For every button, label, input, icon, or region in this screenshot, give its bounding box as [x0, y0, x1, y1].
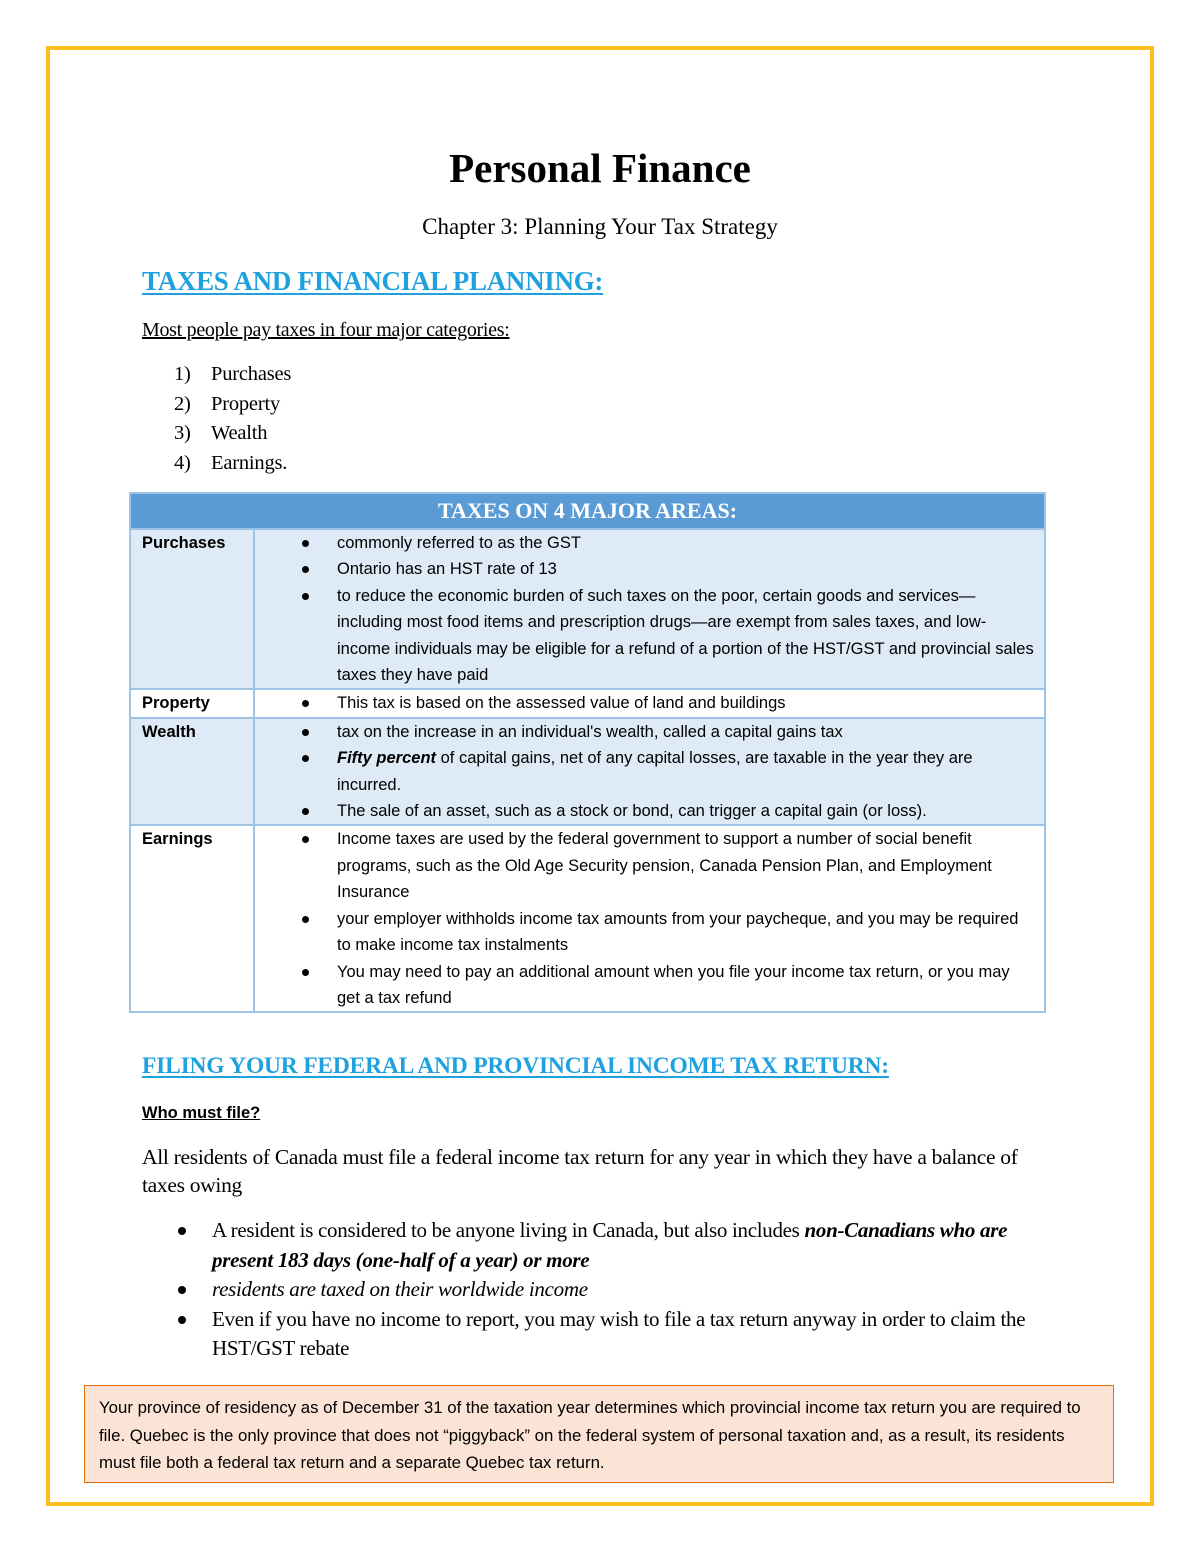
list-number: 1) — [174, 363, 191, 385]
list-item-label: Earnings. — [211, 451, 288, 474]
section-heading-filing-return: FILING YOUR FEDERAL AND PROVINCIAL INCOME TAX RETURN: — [142, 1053, 889, 1079]
page-title: Personal Finance — [449, 145, 751, 191]
table-description-cell — [254, 689, 1045, 717]
table-row-wealth — [130, 718, 1045, 826]
table-bullet: This tax is based on the assessed value of land and buildings — [255, 690, 1036, 716]
who-must-file-label: Who must file? — [142, 1104, 261, 1122]
table-bullet — [255, 745, 1036, 798]
table-row-property — [130, 689, 1045, 717]
resident-bullets — [178, 1216, 1058, 1364]
table-bullet: The sale of an asset, such as a stock or bond, can trigger a capital gain (or loss). — [255, 798, 1036, 824]
list-item — [174, 449, 291, 479]
list-item: residents are taxed on their worldwide income — [178, 1275, 1058, 1305]
emphasis-text: Fifty percent — [337, 749, 437, 768]
table-description-cell — [254, 529, 1045, 689]
table-row-earnings — [130, 825, 1045, 1012]
list-item — [174, 360, 291, 390]
table-bullet: tax on the increase in an individual's wealth, called a capital gains tax — [255, 719, 1036, 745]
categories-intro: Most people pay taxes in four major categories: — [142, 319, 510, 341]
table-row-purchases — [130, 529, 1045, 689]
list-number: 3) — [174, 422, 191, 444]
taxes-table — [129, 492, 1046, 1013]
table-bullet: your employer withholds income tax amounts from your paycheque, and you may be required to make income tax instalments — [255, 906, 1036, 959]
list-number: 2) — [174, 392, 191, 415]
table-bullet: commonly referred to as the GST — [255, 530, 1036, 556]
table-bullet: Income taxes are used by the federal government to support a number of social benefit programs, such as the Old Age Security pension, Canada Pension Plan, and Employment Insurance — [255, 826, 1036, 905]
list-item-label: Purchases — [211, 363, 292, 385]
list-item — [174, 419, 291, 449]
list-item: Even if you have no income to report, you may wish to file a tax return anyway in order to claim the HST/GST rebate — [178, 1305, 1058, 1364]
table-header-row — [130, 493, 1045, 529]
emphasis-text: non-Canadians who are present 183 days (one-half of a year) or more — [212, 1218, 1008, 1272]
table-description-cell — [254, 825, 1045, 1012]
tax-categories-list — [174, 360, 291, 478]
list-item — [174, 390, 291, 420]
table-category-cell: Earnings — [130, 825, 254, 1012]
table-description-cell — [254, 718, 1045, 826]
section-heading-taxes-planning: TAXES AND FINANCIAL PLANNING: — [142, 266, 604, 296]
table-category-cell: Wealth — [130, 718, 254, 826]
list-item-label: Wealth — [211, 422, 268, 444]
table-category-cell: Property — [130, 689, 254, 717]
chapter-subtitle: Chapter 3: Planning Your Tax Strategy — [422, 214, 778, 239]
table-category-cell: Purchases — [130, 529, 254, 689]
residency-callout-box: Your province of residency as of December 31 of the taxation year determines which provincial income tax return you are required to file. Quebec is the only province that does not “piggyback” on the federal system of personal taxation and, as a result, its residents must file both a federal tax return and a separate Quebec tax return. — [84, 1385, 1114, 1483]
list-item — [178, 1216, 1058, 1275]
list-number: 4) — [174, 451, 191, 474]
table-header: TAXES ON 4 MAJOR AREAS: — [130, 493, 1045, 529]
table-bullet: Ontario has an HST rate of 13 — [255, 556, 1036, 582]
bullet-text: of capital gains, net of any capital losses, are taxable in the year they are incurred. — [337, 749, 973, 794]
bullet-text: A resident is considered to be anyone living in Canada, but also includes — [212, 1218, 805, 1242]
list-item-label: Property — [211, 392, 280, 415]
residents-paragraph: All residents of Canada must file a federal income tax return for any year in which they have a balance of taxes owing — [142, 1145, 1018, 1197]
table-bullet: You may need to pay an additional amount when you file your income tax return, or you may get a tax refund — [255, 959, 1036, 1012]
table-bullet: to reduce the economic burden of such taxes on the poor, certain goods and services—including most food items and prescription drugs—are exempt from sales taxes, and low-income individuals may be eligible for a refund of a portion of the HST/GST and provincial sales taxes they have paid — [255, 583, 1036, 689]
